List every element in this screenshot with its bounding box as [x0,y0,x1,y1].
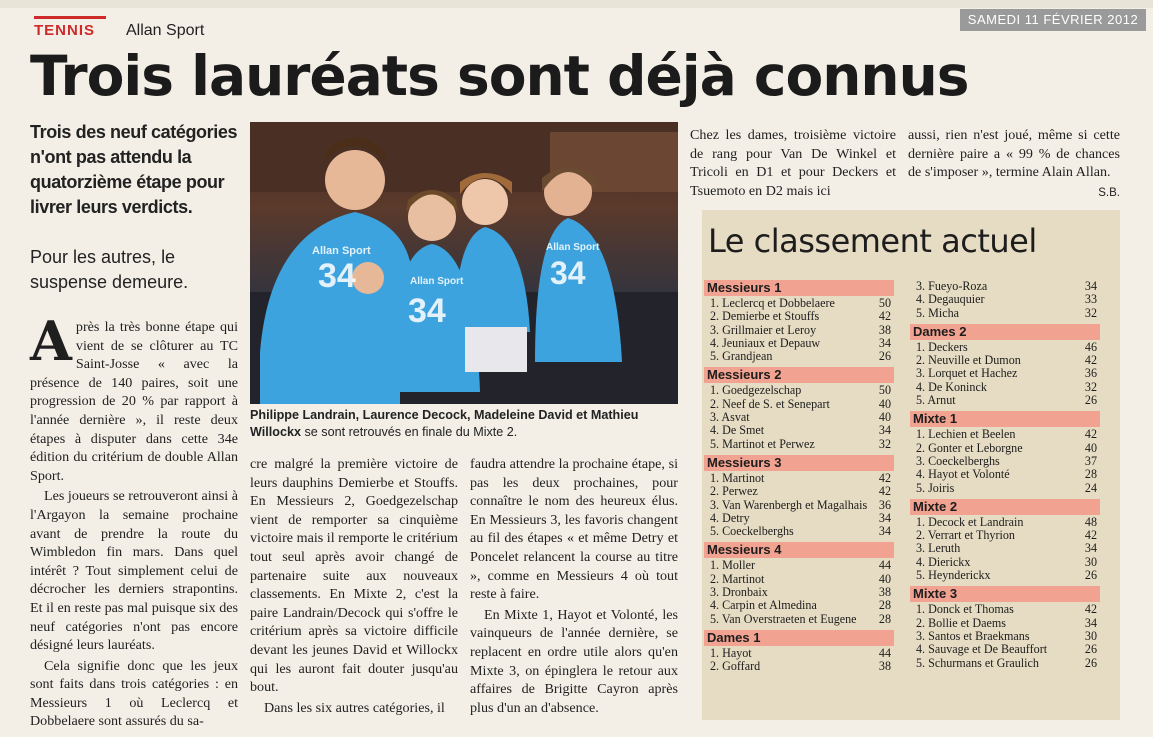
ranking-category: Messieurs 3 [704,455,894,471]
ranking-points: 42 [1084,353,1097,368]
ranking-name: 1. Goedgezelschap [710,383,802,398]
page-top-edge [0,0,1153,8]
ranking-name: 5. Grandjean [710,349,773,364]
ranking-points: 28 [1084,467,1097,482]
ranking-row [704,297,894,310]
ranking-name: 1. Deckers [916,339,968,354]
ranking-name: 2. Neef de S. et Senepart [710,396,830,411]
ranking-row [910,542,1100,555]
ranking-points: 32 [1084,379,1097,394]
ranking-name: 1. Decock et Landrain [916,514,1024,529]
ranking-name: 4. De Smet [710,423,765,438]
article-column-2 [250,455,458,717]
ranking-name: 1. Leclercq et Dobbelaere [710,296,835,310]
ranking-row [704,525,894,538]
article-column-1 [30,309,238,731]
ranking-row [910,617,1100,630]
paragraph: Dans les six autres catégories, il [264,699,445,716]
section-rule [34,16,106,19]
ranking-points: 40 [1084,440,1097,455]
ranking-title: Le classement actuel [708,222,1037,260]
ranking-row [910,603,1100,616]
ranking-column-left [704,280,894,678]
ranking-row [704,613,894,626]
ranking-category: Mixte 1 [910,411,1100,427]
ranking-points: 28 [878,598,891,613]
ranking-category: Messieurs 1 [704,280,894,296]
ranking-name: 5. Arnut [916,393,956,408]
ranking-name: 4. Carpin et Almedina [710,598,817,613]
ranking-name: 1. Moller [710,558,756,573]
ranking-row [910,367,1100,380]
ranking-points: 26 [1084,568,1097,583]
shirt-brand-1: Allan Sport [312,245,371,257]
ranking-category: Mixte 2 [910,499,1100,515]
ranking-name: 3. Coeckelberghs [916,453,1000,468]
ranking-category: Messieurs 4 [704,542,894,558]
ranking-points: 37 [1084,453,1097,468]
ranking-name: 3. Lorquet et Hachez [916,366,1018,381]
ranking-points: 50 [878,296,891,310]
ranking-row [910,354,1100,367]
ranking-row [910,293,1100,306]
ranking-points: 38 [878,322,891,337]
ranking-name: 1. Donck et Thomas [916,602,1014,617]
ranking-name: 5. Heynderickx [916,568,991,583]
shirt-number-2: 34 [408,292,446,330]
ranking-row [704,438,894,451]
ranking-row [910,556,1100,569]
ranking-name: 2. Perwez [710,484,758,499]
shirt-number-3: 34 [550,255,586,291]
article-column-3 [470,455,678,717]
ranking-name: 4. Dierickx [916,554,971,569]
ranking-points: 36 [878,497,891,512]
ranking-points: 42 [1084,528,1097,543]
ranking-name: 2. Demierbe et Stouffs [710,309,820,324]
paragraph: près la très bonne étape qui vient de se clôturer au TC Saint-Josse « avec la présence de 140 paires, soit une progression de 20 % par rapport à l'année dernière », il reste deux étapes à disputer dans cette 34e édition du critérium de double Allan Sport. [30,319,238,484]
ranking-points: 34 [878,423,891,438]
ranking-row [704,586,894,599]
spacer [704,674,894,678]
ranking-name: 4. Jeuniaux et Depauw [710,335,821,350]
ranking-row [910,455,1100,468]
ranking-row [704,324,894,337]
ranking-row [704,424,894,437]
ranking-row [910,381,1100,394]
ranking-name: 3. Santos et Braekmans [916,628,1030,643]
ranking-name: 4. Hayot et Volonté [916,467,1010,482]
ranking-row [704,472,894,485]
ranking-row [910,428,1100,441]
photo-caption [250,407,680,441]
drop-cap: A [30,309,72,373]
article-column-4-top [908,126,1120,202]
ranking-row [704,660,894,673]
ranking-name: 3. Dronbaix [710,585,768,600]
ranking-points: 33 [1084,292,1097,307]
ranking-points: 30 [1084,628,1097,643]
ranking-name: 3. Asvat [710,410,750,425]
ranking-box [702,210,1120,720]
ranking-name: 5. Joiris [916,480,955,495]
ranking-name: 5. Micha [916,305,959,320]
ranking-row [704,485,894,498]
ranking-row [910,307,1100,320]
ranking-name: 5. Schurmans et Graulich [916,655,1039,670]
ranking-points: 46 [1084,339,1097,354]
ranking-name: 3. Leruth [916,541,961,556]
ranking-name: 5. Martinot et Perwez [710,436,815,451]
lede-normal: Pour les autres, le suspense demeure. [30,247,189,292]
section-label: TENNIS [34,22,96,39]
page-date: SAMEDI 11 FÉVRIER 2012 [960,9,1146,31]
shirt-brand-3: Allan Sport [546,242,600,253]
ranking-row [704,310,894,323]
ranking-points: 36 [1084,366,1097,381]
paragraph: Chez les dames, troisième victoire de rang pour Van De Winkel et Tricoli en D1 et pour Deckers et Tsuemoto en D2 mais ici [690,127,896,199]
ranking-row [910,442,1100,455]
ranking-name: 5. Van Overstraeten et Eugene [710,611,857,626]
ranking-row [704,411,894,424]
ranking-name: 3. Fueyo-Roza [916,279,988,293]
ranking-points: 26 [1084,655,1097,670]
ranking-points: 42 [1084,602,1097,617]
headline: Trois lauréats sont déjà connus [30,44,969,108]
ranking-row [910,482,1100,495]
ranking-row [910,468,1100,481]
shirt-number-1: 34 [318,257,356,295]
ranking-name: 2. Neuville et Dumon [916,353,1021,368]
ranking-name: 2. Martinot [710,571,765,586]
ranking-points: 50 [878,383,891,398]
ranking-name: 3. Grillmaier et Leroy [710,322,817,337]
ranking-row [910,341,1100,354]
ranking-category: Dames 2 [910,324,1100,340]
ranking-points: 28 [878,611,891,626]
ranking-row [704,573,894,586]
article-column-3-top [690,126,896,200]
ranking-row [704,499,894,512]
ranking-row [910,657,1100,670]
ranking-category: Dames 1 [704,630,894,646]
author-byline: Allan Sport [126,22,205,39]
ranking-points: 44 [878,558,891,573]
ranking-row [704,599,894,612]
ranking-row [910,569,1100,582]
ranking-points: 42 [878,484,891,499]
paragraph: cre malgré la première victoire de leurs dauphins Demierbe et Stouffs. En Messieurs 2, Goedgezelschap vient de remporter sa cinquième victoire mais il remporte le critérium tout seul après avoir changé de partenaire suite aux nouveaux classements. En Mixte 2, c'est la paire Landrain/Decock qui s'offre le critérium après sa victoire difficile devant les jeunes David et Willockx qui les auront fait douter jusqu'au bout. [250,456,458,696]
paragraph: Les joueurs se retrouveront ainsi à l'Argayon la semaine prochaine avant de prendre la route du Wimbledon fin mars. Dans quel intérêt ? Tout simplement celui de décrocher les derniers strapontins. Et il en reste pas mal puisque six des neuf catégories n'ont pas encore désigné leurs lauréats. [30,488,238,654]
ranking-points: 42 [878,470,891,485]
signature: S.B. [1098,186,1120,199]
ranking-row [910,394,1100,407]
ranking-name: 5. Coeckelberghs [710,524,794,539]
paragraph: Cela signifie donc que les jeux sont faits dans trois catégories : en Messieurs 1 où Leclercq et Dobbelaere sont assurés du sa- [30,657,238,730]
paragraph: faudra attendre la prochaine étape, si pas les deux prochaines, pour connaître le nom des heureux élus. En Messieurs 3, les favoris changent au fil des étapes « et même Detry et Poncelet relancent la course au titre », comme en Messieurs 4 où tout reste à faire. [470,456,678,603]
ranking-category: Messieurs 2 [704,367,894,383]
ranking-points: 40 [878,571,891,586]
ranking-name: 4. Degauquier [916,292,985,307]
ranking-points: 26 [1084,642,1097,657]
ranking-name: 4. Detry [710,510,750,525]
ranking-row [704,647,894,660]
ranking-name: 1. Hayot [710,645,752,660]
ranking-points: 44 [878,645,891,660]
ranking-row [910,529,1100,542]
paragraph: En Mixte 1, Hayot et Volonté, les vainqueurs de l'année dernière, se replacent en ordre utile alors qu'en Mixte 3, on épinglera le retour aux affaires de Brigitte Cayron après plus d'un an d'absence. [470,606,678,716]
ranking-points: 24 [1084,480,1097,495]
ranking-row [910,280,1100,293]
caption-text: se sont retrouvés en finale du Mixte 2. [300,425,518,439]
ranking-points: 26 [878,349,891,364]
ranking-category: Mixte 3 [910,586,1100,602]
ranking-points: 34 [878,524,891,539]
ranking-points: 34 [1084,615,1097,630]
ranking-column-right [910,280,1100,674]
photo-players [250,122,678,404]
ranking-row [704,337,894,350]
ranking-points: 34 [1084,541,1097,556]
ranking-points: 42 [878,309,891,324]
ranking-name: 3. Van Warenbergh et Magalhais [710,497,868,512]
ranking-points: 40 [878,410,891,425]
ranking-name: 2. Verrart et Thyrion [916,528,1015,543]
ranking-row [704,559,894,572]
ranking-row [704,512,894,525]
ranking-name: 2. Goffard [710,659,761,674]
ranking-points: 32 [878,436,891,451]
ranking-row [910,630,1100,643]
shirt-brand-2: Allan Sport [410,276,464,287]
ranking-points: 40 [878,396,891,411]
caption-names: Philippe Landrain, Laurence Decock, Madeleine David et Mathieu Willockx [250,408,639,439]
ranking-row [704,350,894,363]
ranking-points: 38 [878,659,891,674]
ranking-points: 26 [1084,393,1097,408]
ranking-name: 1. Lechien et Beelen [916,427,1016,442]
ranking-name: 2. Gonter et Leborgne [916,440,1023,455]
ranking-points: 34 [1084,279,1097,293]
ranking-name: 4. De Koninck [916,379,987,394]
ranking-points: 34 [878,510,891,525]
ranking-row [704,384,894,397]
ranking-name: 1. Martinot [710,470,765,485]
ranking-row [704,398,894,411]
ranking-row [910,643,1100,656]
ranking-name: 4. Sauvage et De Beauffort [916,642,1048,657]
ranking-points: 32 [1084,305,1097,320]
ranking-points: 34 [878,335,891,350]
photo-illustration [250,122,678,404]
ranking-row [910,516,1100,529]
ranking-points: 42 [1084,427,1097,442]
paragraph: aussi, rien n'est joué, même si cette dernière paire a « 99 % de chances de s'imposer », termine Alain Allan. [908,127,1120,181]
spacer [910,670,1100,674]
ranking-points: 48 [1084,514,1097,529]
ranking-points: 38 [878,585,891,600]
lede-bold: Trois des neuf catégories n'ont pas attendu la quatorzième étape pour livrer leurs verdicts. [30,122,238,217]
ranking-name: 2. Bollie et Daems [916,615,1007,630]
ranking-points: 30 [1084,554,1097,569]
